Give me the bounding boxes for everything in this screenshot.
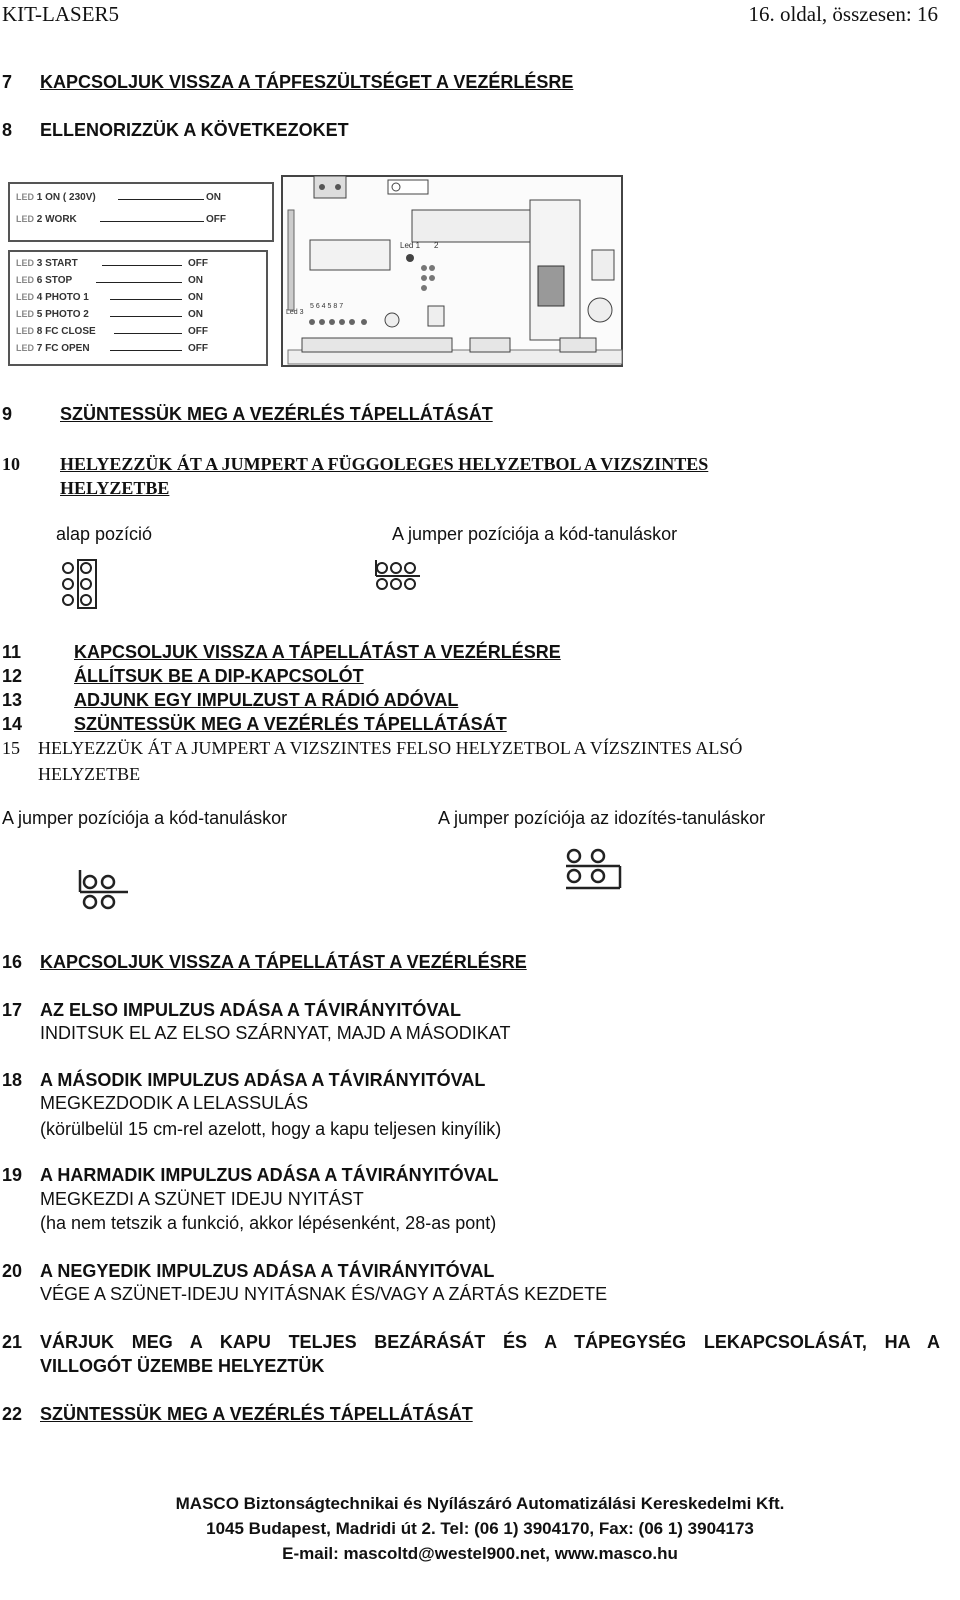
step-text: ELLENORIZZÜK A KÖVETKEZOKET — [40, 120, 349, 140]
jumper-horizontal-time-icon — [562, 846, 628, 896]
step-text: ÁLLÍTSUK BE A DIP-KAPCSOLÓT — [74, 666, 364, 686]
footer-company: MASCO Biztonságtechnikai és Nyílászáró Automatizálási Kereskedelmi Kft. — [175, 1494, 785, 1513]
jumper-caption-default: alap pozíció — [56, 524, 153, 544]
led-state: ON — [188, 292, 203, 303]
led-panel-group-2 — [8, 250, 268, 366]
jumper-caption-time-learning: A jumper pozíciója az idozítés-tanuláskor — [438, 808, 766, 828]
step-text: ADJUNK EGY IMPULZUST A RÁDIÓ ADÓVAL — [74, 690, 459, 710]
led-row-3: LED 3 START — [16, 258, 78, 269]
led-row-5: LED 4 PHOTO 1 — [16, 292, 89, 303]
arrow-line — [110, 316, 182, 317]
led-row-1: LED 1 ON ( 230V) — [16, 192, 96, 203]
arrow-line — [102, 265, 182, 266]
led-panel-group-1 — [8, 182, 274, 242]
step-number: 21 — [2, 1332, 23, 1352]
led-state: ON — [206, 192, 221, 203]
step-number: 14 — [2, 714, 23, 734]
footer-address: 1045 Budapest, Madridi út 2. Tel: (06 1) 3904170, Fax: (06 1) 3904173 — [206, 1519, 754, 1538]
footer-contact: E-mail: mascoltd@westel900.net, www.masco.hu — [282, 1544, 678, 1563]
header-doc-id: KIT-LASER5 — [2, 2, 120, 26]
board-digit-label: 5 6 4 5 8 7 — [310, 303, 344, 310]
step-title: A MÁSODIK IMPULZUS ADÁSA A TÁVIRÁNYITÓVAL — [40, 1070, 486, 1090]
arrow-line — [96, 282, 182, 283]
step-text-line1: VÁRJUK MEG A KAPU TELJES BEZÁRÁSÁT ÉS A TÁPEGYSÉG LEKAPCSOLÁSÁT, HA A — [40, 1332, 940, 1352]
step-number: 10 — [2, 454, 20, 474]
step-number: 8 — [2, 120, 13, 140]
arrow-line — [114, 333, 182, 334]
step-text-line1: HELYEZZÜK ÁT A JUMPERT A VIZSZINTES FELSO HELYZETBOL A VÍZSZINTES ALSÓ — [38, 738, 743, 758]
step-text: KAPCSOLJUK VISSZA A TÁPELLÁTÁST A VEZÉRLÉSRE — [40, 952, 527, 972]
jumper-horizontal-top-icon — [372, 558, 424, 598]
step-text: SZÜNTESSÜK MEG A VEZÉRLÉS TÁPELLÁTÁSÁT — [60, 404, 493, 424]
step-title: A HARMADIK IMPULZUS ADÁSA A TÁVIRÁNYITÓVAL — [40, 1165, 499, 1185]
led-row-8: LED 7 FC OPEN — [16, 343, 90, 354]
led-row-7: LED 8 FC CLOSE — [16, 326, 96, 337]
step-number: 12 — [2, 666, 23, 686]
arrow-line — [100, 221, 204, 222]
led-row-4: LED 6 STOP — [16, 275, 73, 286]
step-text: SZÜNTESSÜK MEG A VEZÉRLÉS TÁPELLÁTÁSÁT — [40, 1404, 473, 1424]
step-detail: MEGKEZDODIK A LELASSULÁS — [40, 1093, 309, 1113]
step-number: 11 — [2, 642, 22, 662]
step-text: SZÜNTESSÜK MEG A VEZÉRLÉS TÁPELLÁTÁSÁT — [74, 714, 507, 734]
step-number: 16 — [2, 952, 23, 972]
step-detail: MEGKEZDI A SZÜNET IDEJU NYITÁST — [40, 1189, 364, 1209]
step-text-line1: HELYEZZÜK ÁT A JUMPERT A FÜGGOLEGES HELYZETBOL A VIZSZINTES — [60, 454, 709, 474]
step-number: 15 — [2, 738, 20, 758]
jumper-vertical-icon — [58, 558, 102, 610]
led-state: OFF — [188, 343, 208, 354]
step-text-line2: HELYZETBE — [38, 764, 141, 784]
step-number: 22 — [2, 1404, 23, 1424]
led-state: OFF — [188, 326, 208, 337]
step-detail: INDITSUK EL AZ ELSO SZÁRNYAT, MAJD A MÁSODIKAT — [40, 1023, 511, 1043]
led-state: OFF — [188, 258, 208, 269]
arrow-line — [110, 350, 182, 351]
step-number: 9 — [2, 404, 13, 424]
jumper-horizontal-code-icon — [76, 868, 136, 916]
led-row-6: LED 5 PHOTO 2 — [16, 309, 89, 320]
led-row-2: LED 2 WORK — [16, 214, 77, 225]
circuit-board-diagram — [280, 170, 626, 370]
arrow-line — [110, 299, 182, 300]
step-text: KAPCSOLJUK VISSZA A TÁPFESZÜLTSÉGET A VEZÉRLÉSRE — [40, 72, 574, 92]
board-led-label: Led 3 — [286, 309, 304, 316]
step-number: 20 — [2, 1261, 23, 1281]
step-text: KAPCSOLJUK VISSZA A TÁPELLÁTÁST A VEZÉRLÉSRE — [74, 642, 561, 662]
header-page-number: 16. oldal, összesen: 16 — [748, 2, 938, 26]
step-detail: (körülbelül 15 cm-rel azelott, hogy a kapu teljesen kinyílik) — [40, 1119, 502, 1139]
board-led-label: Led 1 — [400, 241, 421, 250]
jumper-caption-code-learning: A jumper pozíciója a kód-tanuláskor — [392, 524, 678, 544]
arrow-line — [118, 199, 204, 200]
led-state: ON — [188, 309, 203, 320]
step-title: A NEGYEDIK IMPULZUS ADÁSA A TÁVIRÁNYITÓVAL — [40, 1261, 495, 1281]
step-detail: VÉGE A SZÜNET-IDEJU NYITÁSNAK ÉS/VAGY A ZÁRTÁS KEZDETE — [40, 1284, 608, 1304]
step-detail: (ha nem tetszik a funkció, akkor lépésenként, 28-as pont) — [40, 1213, 497, 1233]
step-text-line2: HELYZETBE — [60, 478, 170, 498]
step-number: 7 — [2, 72, 13, 92]
led-state: ON — [188, 275, 203, 286]
step-number: 18 — [2, 1070, 23, 1090]
step-number: 13 — [2, 690, 23, 710]
step-number: 17 — [2, 1000, 23, 1020]
step-number: 19 — [2, 1165, 23, 1185]
board-led-label: 2 — [434, 241, 439, 250]
step-text-line2: VILLOGÓT ÜZEMBE HELYEZTÜK — [40, 1356, 325, 1376]
jumper-caption-code-learning-2: A jumper pozíciója a kód-tanuláskor — [2, 808, 288, 828]
step-title: AZ ELSO IMPULZUS ADÁSA A TÁVIRÁNYITÓVAL — [40, 1000, 461, 1020]
led-state: OFF — [206, 214, 226, 225]
